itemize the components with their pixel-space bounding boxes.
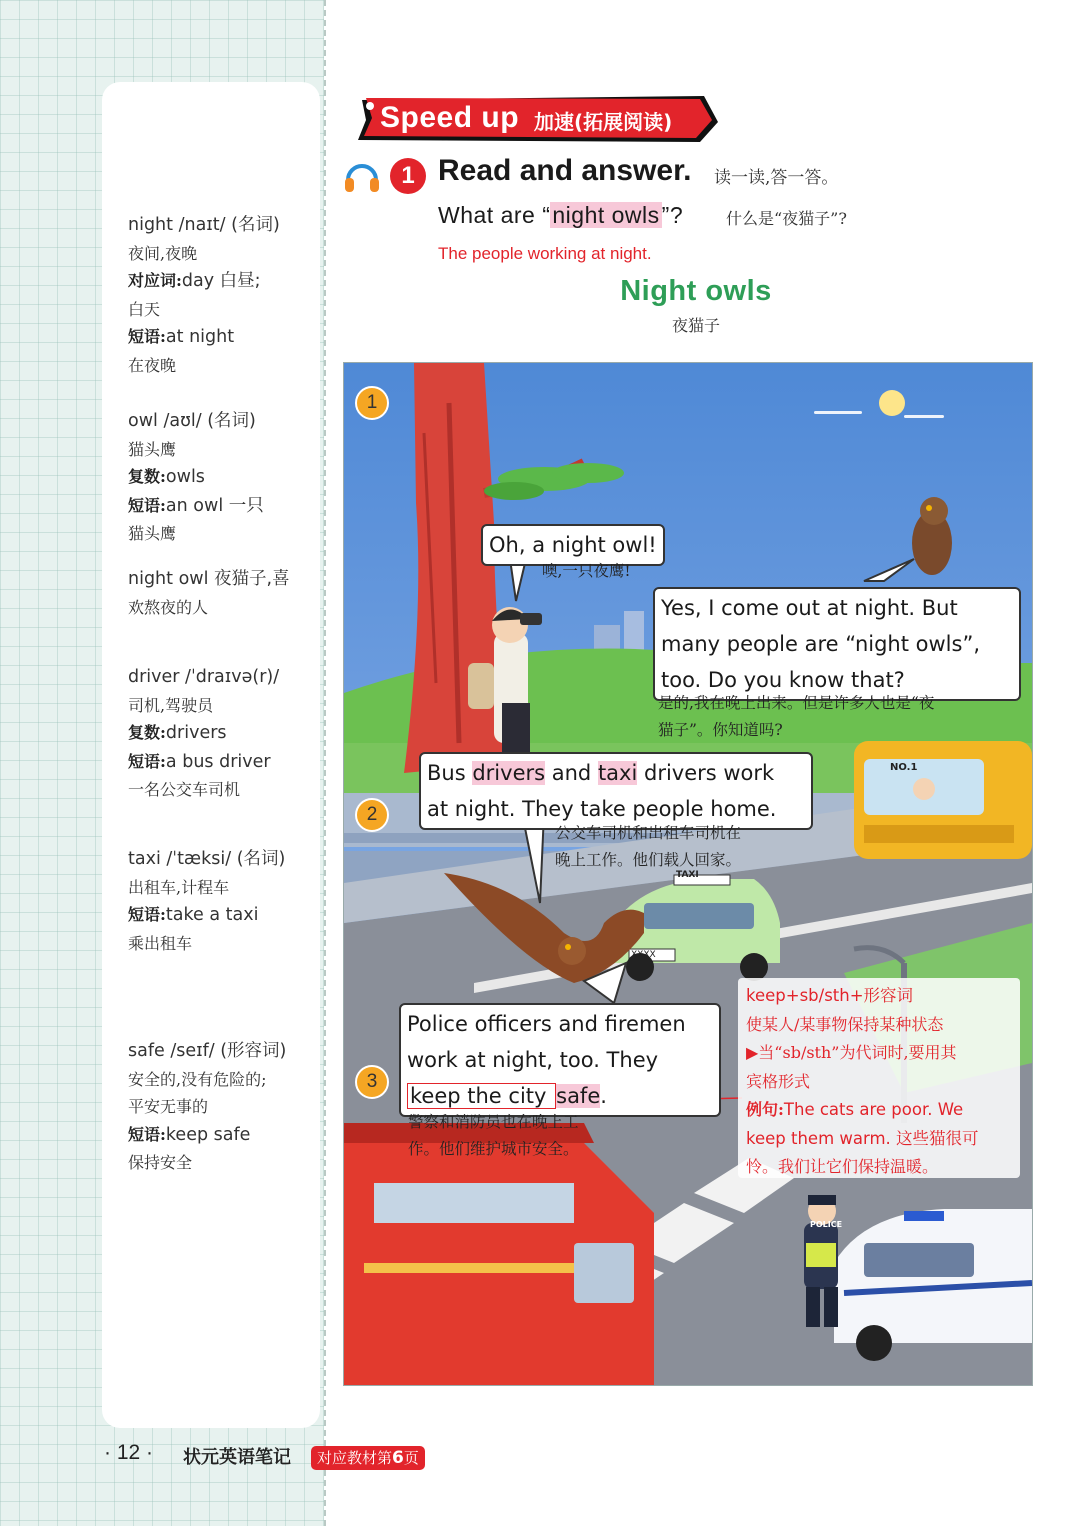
note-driver-plural-label: 复数:	[128, 723, 166, 742]
taxi-plate: XXXX	[631, 950, 656, 960]
bubble-scene3-cn-l2: 作。他们维护城市安全。	[408, 1140, 579, 1158]
note-taxi-phrase-label: 短语:	[128, 905, 166, 924]
scene-number-2: 2	[355, 798, 389, 832]
bubble-scene1-man-text: Oh, a night owl!	[489, 533, 657, 557]
tag-suffix: 页	[403, 1449, 419, 1467]
grammar-note-l6: keep them warm. 这些猫很可	[746, 1128, 979, 1148]
note-night-phrase-value: at night	[165, 327, 235, 347]
note-night	[128, 212, 313, 379]
bubble-scene2-l1	[421, 754, 811, 792]
note-night-owl	[128, 566, 313, 621]
note-owl-phrase-cn: 猫头鹰	[128, 524, 177, 543]
note-night-owl-head: night owl 夜猫子,喜	[128, 569, 290, 589]
bubble-scene1-owl-l3: too. Do you know that?	[661, 668, 905, 692]
bubble-scene2-l2: at night. They take people home.	[427, 797, 777, 821]
answer-text: The people working at night.	[438, 244, 652, 263]
note-driver-head: driver /ˈdraɪvə(r)/	[128, 667, 280, 687]
note-taxi-head: taxi /ˈtæksi/ (名词)	[128, 849, 286, 869]
bubble-scene3	[399, 1003, 721, 1117]
bubble-scene1-owl-l1: Yes, I come out at night. But	[661, 596, 958, 620]
question-cn: 什么是“夜猫子”?	[726, 209, 847, 228]
story-title: Night owls	[620, 275, 772, 307]
note-taxi-phrase-cn: 乘出租车	[128, 933, 193, 953]
grammar-note-l4: 宾格形式	[746, 1071, 811, 1091]
note-safe-meaning2: 平安无事的	[128, 1097, 209, 1116]
question-highlight: night owls	[552, 202, 660, 228]
s3-highlight-safe: safe	[556, 1084, 601, 1108]
section-title-en: Speed up	[380, 101, 520, 134]
bubble-scene2-cn-l2: 晚上工作。他们载人回家。	[555, 851, 742, 869]
story-title-cn: 夜猫子	[671, 316, 720, 335]
note-owl-phrase-value: an owl 一只	[165, 495, 264, 516]
s2-l1-c: drivers work	[637, 761, 775, 785]
section-title-cn: 加速(拓展阅读)	[534, 110, 673, 134]
note-night-phrase-label: 短语:	[128, 327, 166, 346]
note-driver	[128, 664, 313, 804]
note-safe-meaning: 安全的,没有危险的;	[128, 1069, 267, 1089]
note-driver-phrase-label: 短语:	[128, 751, 166, 771]
note-owl-phrase-label: 短语:	[128, 495, 166, 515]
note-night-opp-value: day 白昼;	[181, 271, 261, 291]
bubble-scene3-l1: Police officers and firemen	[407, 1012, 686, 1036]
note-owl-plural-value: owls	[165, 467, 205, 487]
bus-sign: NO.1	[890, 762, 918, 773]
grammar-note-l1: keep+sb/sth+形容词	[746, 986, 914, 1005]
scene-number-3: 3	[355, 1065, 389, 1099]
bubble-scene1-owl-cn-l2: 猫子”。你知道吗?	[658, 721, 783, 739]
note-night-owl-line2: 欢熬夜的人	[128, 597, 209, 617]
grammar-note	[738, 978, 1020, 1178]
tag-number: 6	[392, 1448, 404, 1468]
note-driver-meaning: 司机,驾驶员	[128, 695, 214, 715]
note-night-opp-label: 对应词:	[128, 271, 182, 290]
note-taxi	[128, 846, 313, 957]
s2-highlight-taxi: taxi	[597, 761, 638, 785]
police-vest-label: POLICE	[810, 1220, 843, 1229]
note-taxi-phrase-value: take a taxi	[165, 905, 259, 925]
grammar-note-l7: 怜。我们让它们保持温暖。	[746, 1157, 939, 1176]
note-owl-head: owl /aʊl/ (名词)	[128, 411, 256, 431]
note-safe-phrase-cn: 保持安全	[128, 1153, 193, 1172]
bubble-scene1-owl	[653, 587, 1021, 701]
s2-l1-a: Bus	[427, 761, 473, 785]
note-owl	[128, 408, 313, 548]
activity-instruction-cn: 读一读,答一答。	[714, 168, 839, 188]
bubble-scene1-owl-cn-l1: 是的,我在晚上出来。但是许多人也是“夜	[658, 694, 935, 712]
note-night-meaning: 夜间,夜晚	[128, 243, 198, 263]
bubble-scene1-man-cn: 噢,一只夜鹰!	[542, 562, 631, 580]
note-owl-meaning: 猫头鹰	[128, 439, 177, 459]
note-driver-phrase-value: a bus driver	[165, 751, 271, 772]
page-number: · 12 ·	[104, 1441, 154, 1464]
question	[438, 202, 683, 229]
bubble-scene3-cn-l1: 警察和消防员也在晚上工	[408, 1113, 579, 1131]
note-safe-head: safe /seɪf/ (形容词)	[128, 1041, 287, 1061]
bubble-scene2-cn-l1: 公交车司机和出租车司机在	[555, 824, 742, 842]
bubble-scene2	[419, 752, 813, 830]
note-night-head: night /naɪt/ (名词)	[128, 215, 280, 235]
note-taxi-meaning: 出租车,计程车	[128, 877, 230, 897]
note-driver-plural-value: drivers	[165, 723, 227, 743]
tag-prefix: 对应教材第	[317, 1449, 393, 1467]
note-owl-plural-label: 复数:	[128, 467, 166, 486]
taxi-sign: TAXI	[676, 870, 699, 880]
section-banner	[356, 96, 718, 144]
grammar-note-l3: ▶当“sb/sth”为代词时,要用其	[746, 1043, 957, 1062]
bubble-scene1-owl-l2: many people are “night owls”,	[661, 632, 981, 656]
note-safe-phrase-value: keep safe	[165, 1124, 251, 1145]
s2-highlight-drivers: drivers	[472, 761, 546, 785]
question-prefix: What are “	[438, 202, 551, 228]
note-safe-phrase-label: 短语:	[128, 1124, 166, 1144]
grammar-note-example-label: 例句:	[746, 1100, 784, 1119]
book-brand: 状元英语笔记	[183, 1447, 291, 1468]
bubble-scene3-l2: work at night, too. They	[407, 1048, 659, 1072]
grammar-note-l2: 使某人/某事物保持某种状态	[746, 1014, 944, 1034]
note-night-opp-value2: 白天	[128, 299, 161, 319]
note-night-phrase-cn: 在夜晚	[128, 355, 177, 375]
question-suffix: ”?	[661, 202, 684, 228]
scene-number-1: 1	[355, 386, 389, 420]
activity-number-badge: 1	[390, 158, 426, 194]
note-driver-phrase-cn: 一名公交车司机	[128, 780, 241, 799]
textbook-page-tag	[311, 1446, 425, 1470]
grammar-note-l5: The cats are poor. We	[783, 1100, 964, 1119]
dashed-divider	[324, 0, 326, 1526]
activity-instruction: Read and answer.	[438, 154, 692, 187]
s3-keep-the-city: keep the city	[407, 1083, 556, 1109]
s2-l1-b: and	[545, 761, 598, 785]
s3-period: .	[600, 1084, 607, 1108]
headphones-icon[interactable]	[342, 156, 382, 196]
note-safe	[128, 1038, 313, 1177]
